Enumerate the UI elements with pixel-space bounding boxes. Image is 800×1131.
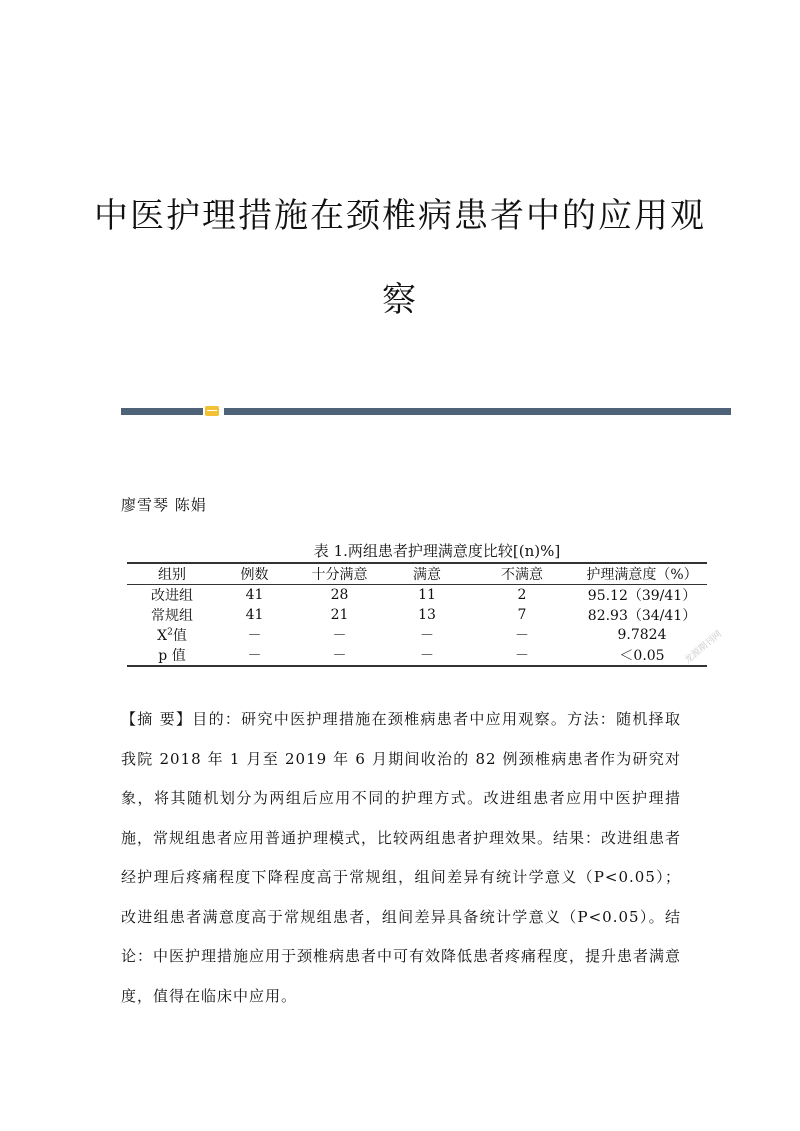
table-header-cell: 组别 xyxy=(158,567,186,583)
table-cell: － xyxy=(332,628,347,644)
satisfaction-table xyxy=(127,540,707,667)
table-cell: 41 xyxy=(245,587,264,603)
table-cell: 7 xyxy=(517,607,527,623)
table-cell: － xyxy=(247,648,262,664)
table-cell: 95.12（39/41） xyxy=(587,588,697,604)
table-cell: 21 xyxy=(330,607,349,623)
table-cell: 常规组 xyxy=(151,608,193,624)
table-row xyxy=(127,585,707,606)
table-header-cell: 满意 xyxy=(413,567,441,583)
table-cell: ＜0.05 xyxy=(619,648,665,664)
divider-right xyxy=(224,408,731,415)
watermark: 龙源期刊网 xyxy=(683,629,724,666)
divider-left xyxy=(121,408,203,415)
table-cell: － xyxy=(515,628,529,644)
chi-superscript: 2 xyxy=(167,627,173,638)
table-cell-chi-square xyxy=(127,625,217,645)
table-cell: － xyxy=(515,648,529,664)
chi-suffix: 值 xyxy=(172,628,187,644)
table-cell: － xyxy=(420,648,434,664)
paper-title-line-1: 中医护理措施在颈椎病患者中的应用观 xyxy=(94,196,706,236)
table-row xyxy=(127,605,707,625)
abstract-label: 【摘 要】 xyxy=(121,710,193,728)
abstract-text: 目的：研究中医护理措施在颈椎病患者中应用观察。方法：随机择取我院 2018 年 1 月至 2019 年 6 月期间收治的 82 例颈椎病患者作为研究对象，将其随机划分为两组后应用不同的护理方式。改进组患者应用中医护理措施，常规组患者应用普通护理模式，比较两组患者护理效果。结果：改进组患者经护理后疼痛程度下降程度高于常规组，组间差异有统计学意义（P<0.05）；改进组患者满意度高于常规组患者，组间差异具备统计学意义（P<0.05）。结论：中医护理措施应用于颈椎病患者中可有效降低患者疼痛程度，提升患者满意度，值得在临床中应用。 xyxy=(121,710,682,1005)
abstract xyxy=(121,700,681,1016)
chi-symbol: X xyxy=(157,628,168,644)
table-cell: 9.7824 xyxy=(617,627,667,643)
table-row xyxy=(127,645,707,666)
table-row xyxy=(127,625,707,645)
table-cell: － xyxy=(420,628,434,644)
table-cell: 2 xyxy=(517,587,527,603)
table-header-row xyxy=(127,563,707,585)
table-caption: 表 1.两组患者护理满意度比较[(n)%] xyxy=(313,542,561,560)
table-cell: 13 xyxy=(418,607,436,623)
table-cell: 82.93（34/41） xyxy=(587,608,697,624)
table-header-cell: 例数 xyxy=(240,567,269,583)
table-cell: － xyxy=(247,628,262,644)
divider-icon xyxy=(205,406,219,416)
table-cell: 28 xyxy=(330,587,349,603)
table-header-cell: 不满意 xyxy=(501,567,543,583)
table-header-cell: 护理满意度（%） xyxy=(586,567,698,583)
table-cell: p 值 xyxy=(158,648,186,664)
authors: 廖雪琴 陈娟 xyxy=(121,496,207,514)
table-cell: － xyxy=(332,648,347,664)
table-header-cell: 十分满意 xyxy=(311,567,368,583)
table-cell: 11 xyxy=(418,587,436,603)
table-cell: 41 xyxy=(245,607,264,623)
paper-title-line-2: 察 xyxy=(382,280,418,320)
table-cell: 改进组 xyxy=(151,588,193,604)
